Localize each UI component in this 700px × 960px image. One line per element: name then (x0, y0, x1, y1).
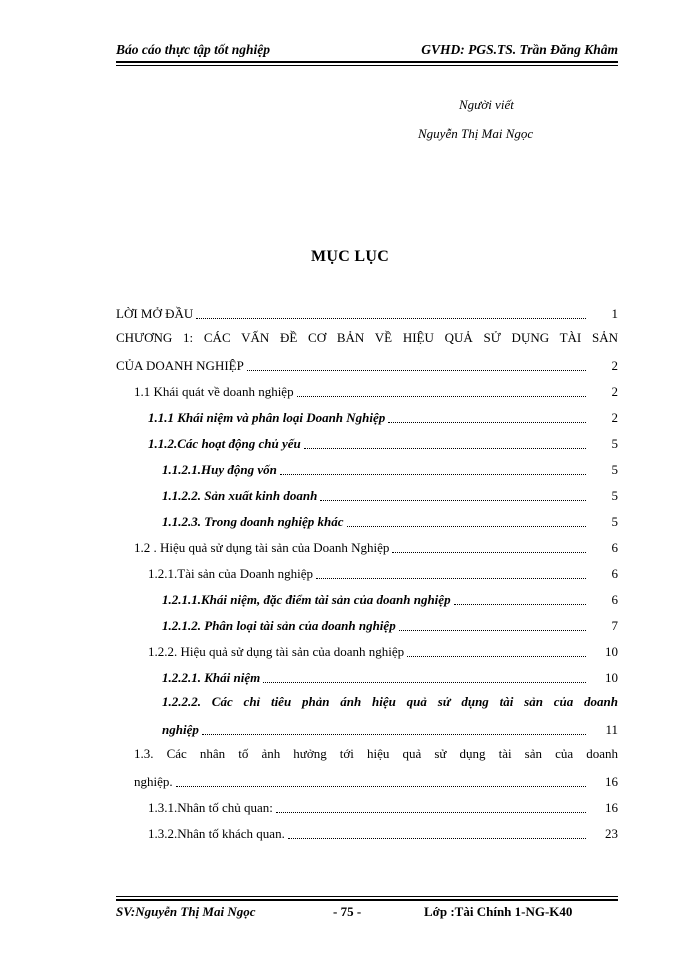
toc-page-number: 11 (605, 722, 618, 737)
toc-page-number: 16 (605, 800, 618, 815)
toc-page-number: 5 (611, 462, 618, 477)
toc-entry-1-2-2-1[interactable] (116, 668, 618, 688)
toc-entry-text: nghiệp. (134, 774, 173, 789)
toc-entry-text: CỦA DOANH NGHIỆP (116, 358, 244, 373)
toc-title: MỤC LỤC (310, 248, 390, 265)
toc-entry-1-1-2-3[interactable] (116, 512, 618, 532)
toc-page-number: 6 (611, 592, 618, 607)
toc-entry-text: 1.2.1.2. Phân loại tài sản của doanh nghiệp (162, 618, 396, 633)
toc-page-number: 23 (605, 826, 618, 841)
toc-entry-1-2[interactable] (116, 538, 618, 558)
toc-entry-1-1-2[interactable] (116, 434, 618, 454)
toc-entry-1-3-2[interactable] (116, 824, 618, 844)
toc-page-number: 6 (611, 540, 618, 555)
toc-entry-text: 1.1.2.Các hoạt động chủ yếu (148, 436, 301, 451)
signer-role: Người viết (459, 97, 514, 112)
toc-entry-text: nghiệp (162, 722, 199, 737)
toc-entry-1-3-cont[interactable] (116, 772, 618, 792)
page-header (116, 40, 618, 60)
toc-page-number: 6 (611, 566, 618, 581)
toc-entry-text: CHƯƠNG 1: CÁC VẤN ĐỀ CƠ BẢN VỀ HIỆU QUẢ SỬ DỤNG TÀI SẢN (116, 330, 618, 345)
header-rule (116, 61, 618, 63)
toc-entry-1-2-1-2[interactable] (116, 616, 618, 636)
toc-entry-text: 1.1 Khái quát về doanh nghiệp (134, 384, 294, 399)
toc-entry-1-1-2-2[interactable] (116, 486, 618, 506)
header-rule-thin (116, 65, 618, 66)
toc-entry-text: 1.3.1.Nhân tố chủ quan: (148, 800, 273, 815)
toc-entry-text: 1.3.2.Nhân tố khách quan. (148, 826, 285, 841)
toc-page-number: 2 (611, 358, 618, 373)
toc-entry-1-2-1-1[interactable] (116, 590, 618, 610)
toc-page-number: 2 (611, 410, 618, 425)
toc-page-number: 5 (611, 488, 618, 503)
toc-entry-1-3-1[interactable] (116, 798, 618, 818)
toc-entry-text: 1.1.2.3. Trong doanh nghiệp khác (162, 514, 344, 529)
toc-page-number: 16 (605, 774, 618, 789)
toc-entry-chapter1[interactable] (116, 330, 618, 350)
dot-leader (276, 812, 586, 813)
dot-leader (247, 370, 586, 371)
toc-entry-text: LỜI MỞ ĐẦU (116, 306, 194, 321)
header-report-title: Báo cáo thực tập tốt nghiệp (116, 42, 270, 57)
toc-entry-1-1[interactable] (116, 382, 618, 402)
toc-entry-text: 1.1.2.1.Huy động vốn (162, 462, 277, 477)
toc-entry-text: 1.2 . Hiệu quả sử dụng tài sản của Doanh Nghiệp (134, 540, 390, 555)
dot-leader (202, 734, 586, 735)
toc-page-number: 10 (605, 670, 618, 685)
dot-leader (347, 526, 586, 527)
toc-entry-1-2-2[interactable] (116, 642, 618, 662)
toc-entry-text: 1.2.1.Tài sản của Doanh nghiệp (148, 566, 313, 581)
dot-leader (388, 422, 586, 423)
toc-page-number: 10 (605, 644, 618, 659)
footer-page-number: - 75 - (333, 904, 362, 919)
toc-page-number: 7 (611, 618, 618, 633)
dot-leader (176, 786, 586, 787)
toc-entry-intro[interactable] (116, 304, 618, 324)
dot-leader (263, 682, 586, 683)
toc-entry-text: 1.2.1.1.Khái niệm, đặc điểm tài sản của doanh nghiệp (162, 592, 451, 607)
toc-page-number: 1 (611, 306, 618, 321)
toc-page-number: 2 (611, 384, 618, 399)
footer-rule (116, 899, 618, 901)
toc-page-number: 5 (611, 514, 618, 529)
toc-entry-text: 1.2.2.2. Các chỉ tiêu phản ánh hiệu quả sử dụng tài sản của doanh (162, 694, 618, 709)
toc-entry-text: 1.3. Các nhân tố ảnh hưởng tới hiệu quả sử dụng tài sản của doanh (134, 746, 618, 761)
dot-leader (320, 500, 586, 501)
signer-name: Nguyễn Thị Mai Ngọc (418, 126, 534, 141)
dot-leader (392, 552, 586, 553)
toc-entry-1-2-1[interactable] (116, 564, 618, 584)
toc-entry-text: 1.2.2. Hiệu quả sử dụng tài sản của doanh nghiệp (148, 644, 405, 659)
toc-entry-chapter1-cont[interactable] (116, 356, 618, 376)
header-supervisor: GVHD: PGS.TS. Trần Đăng Khâm (421, 42, 618, 57)
toc-entry-1-3[interactable] (116, 746, 618, 766)
dot-leader (280, 474, 586, 475)
toc-entry-1-2-2-2-cont[interactable] (116, 720, 618, 740)
toc-entry-1-1-2-1[interactable] (116, 460, 618, 480)
dot-leader (399, 630, 586, 631)
dot-leader (407, 656, 586, 657)
dot-leader (297, 396, 586, 397)
toc-page-number: 5 (611, 436, 618, 451)
toc-entry-text: 1.2.2.1. Khái niệm (162, 670, 261, 685)
footer-class: Lớp :Tài Chính 1-NG-K40 (424, 904, 573, 919)
toc-entry-text: 1.1.1 Khái niệm và phân loại Doanh Nghiệp (148, 410, 386, 425)
dot-leader (454, 604, 586, 605)
toc-entry-1-2-2-2[interactable] (116, 694, 618, 714)
toc-entry-1-1-1[interactable] (116, 408, 618, 428)
dot-leader (304, 448, 586, 449)
dot-leader (316, 578, 586, 579)
footer-student: SV:Nguyễn Thị Mai Ngọc (116, 904, 256, 919)
dot-leader (288, 838, 586, 839)
toc-entry-text: 1.1.2.2. Sản xuất kinh doanh (162, 488, 318, 503)
dot-leader (196, 318, 586, 319)
footer-rule-thin (116, 896, 618, 897)
